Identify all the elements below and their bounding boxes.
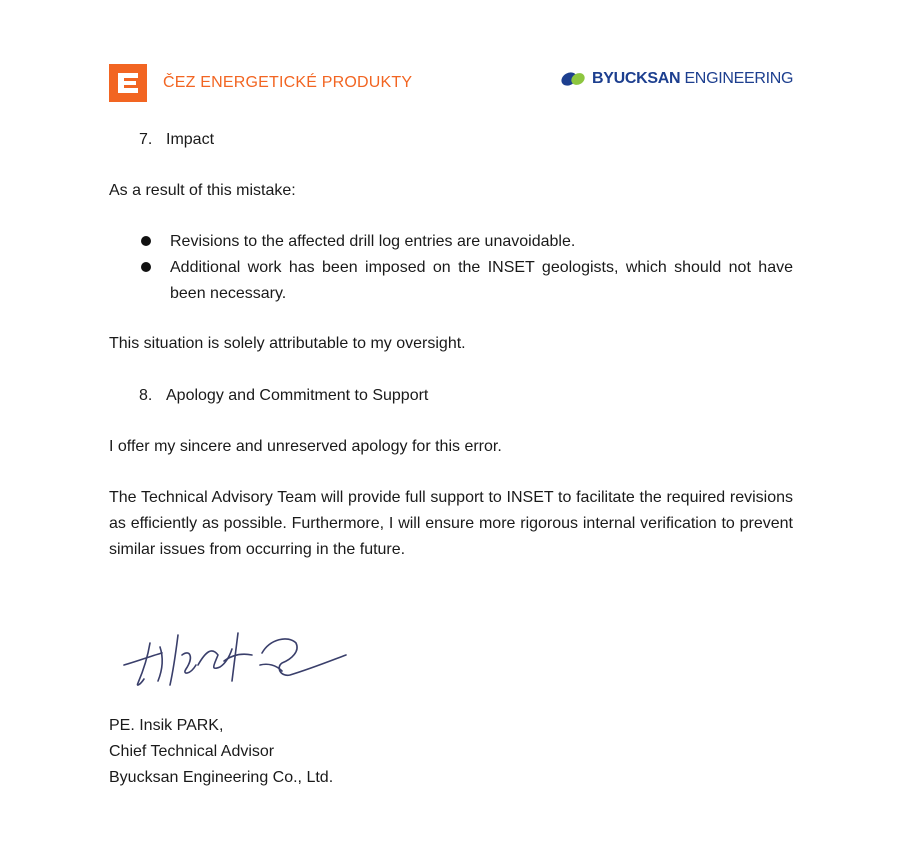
section-7-title: Impact	[166, 131, 215, 148]
section-7-intro: As a result of this mistake:	[109, 182, 296, 199]
bullet-icon	[141, 262, 151, 272]
cez-logo	[109, 64, 412, 102]
byucksan-logo-text	[592, 70, 793, 88]
byucksan-logo-text-bold: BYUCKSAN	[592, 70, 681, 87]
section-8-paragraph-1: I offer my sincere and unreserved apology for this error.	[109, 438, 502, 455]
section-7-conclusion: This situation is solely attributable to my oversight.	[109, 335, 466, 352]
bullet-item-1: Revisions to the affected drill log entries are unavoidable.	[170, 233, 576, 250]
signoff-name: PE. Insik PARK,	[109, 717, 224, 734]
section-8-title: Apology and Commitment to Support	[166, 387, 429, 404]
section-8-paragraph-2: The Technical Advisory Team will provide full support to INSET to facilitate the required revisions as efficiently as possible. Furthermore, I will ensure more rigorous internal verification to prevent similar issues from occurring in the future.	[109, 489, 793, 558]
byucksan-logo-text-regular: ENGINEERING	[684, 70, 794, 87]
section-7-heading	[139, 127, 214, 153]
section-8-number: 8.	[139, 387, 153, 404]
byucksan-logo	[560, 70, 793, 88]
signoff-title: Chief Technical Advisor	[109, 743, 275, 760]
signoff-company: Byucksan Engineering Co., Ltd.	[109, 769, 334, 786]
section-8-heading	[139, 383, 428, 409]
cez-logo-mark-icon	[109, 64, 147, 102]
bullet-item-2: Additional work has been imposed on the INSET geologists, which should not have been necessary.	[170, 259, 793, 302]
byucksan-logo-mark-icon	[560, 70, 586, 88]
section-7-number: 7.	[139, 131, 153, 148]
handwritten-signature	[120, 625, 355, 695]
cez-logo-text: ČEZ ENERGETICKÉ PRODUKTY	[163, 74, 413, 91]
bullet-icon	[141, 236, 151, 246]
